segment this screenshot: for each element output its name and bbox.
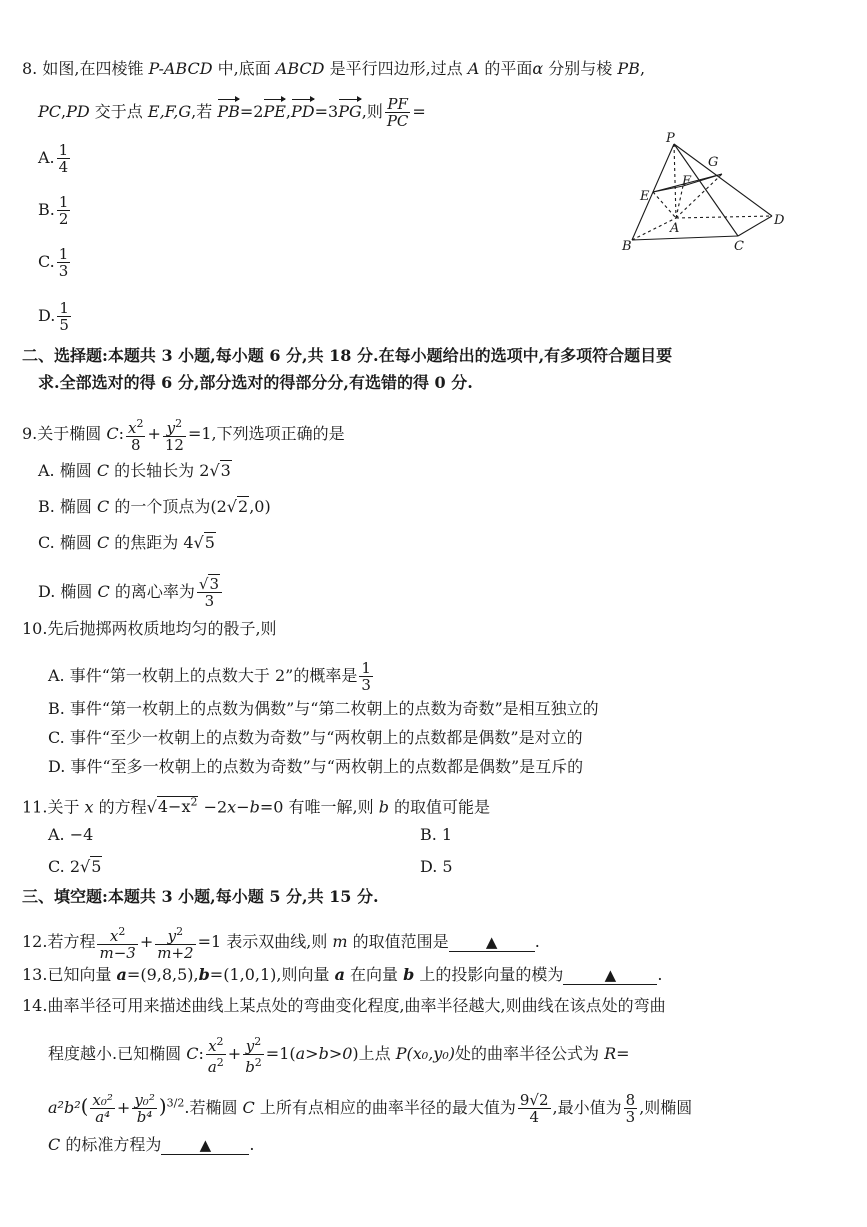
edge-pa [674,144,676,218]
q11-option-b: B. 1 [420,825,453,844]
label-e: E [640,189,650,204]
q14-line2: 程度越小.已知椭圆 C: $\frac{x^2}{a^2}$ + $\frac{y^2}{b^2}$ =1(a>b>0)上点 P(x₀,y₀)处的曲率半径公式为 R= [48,1035,630,1076]
q10-option-c: C. 事件“至少一枚朝上的点数为奇数”与“两枚朝上的点数都是偶数”是对立的 [48,728,583,747]
q9-option-c: C. 椭圆 C 的焦距为 4√5 [38,533,215,552]
q13-number: 13. [22,965,48,984]
q11-option-c: C. 2√5 [48,857,102,876]
q12-number: 12. [22,932,48,951]
q10-option-d: D. 事件“至多一枚朝上的点数为奇数”与“两枚朝上的点数都是偶数”是互斥的 [48,757,584,776]
q12-answer-blank[interactable] [449,933,535,952]
q8-option-a: A. $\frac{1}{4}$ [38,141,69,176]
q9-option-b: B. 椭圆 C 的一个顶点为(2√2,0) [38,497,271,516]
q8-option-c: C. $\frac{1}{3}$ [38,245,69,280]
section-af [676,186,683,218]
label-d: D [774,213,785,228]
section2-heading-line2: 求.全部选对的得 6 分,部分选对的得部分分,有选错的得 0 分. [38,373,473,392]
q10-option-a: A. 事件“第一枚朝上的点数大于 2”的概率是 $\frac{1}{3}$ [48,659,371,694]
q10-stem: 10.先后抛掷两枚质地均匀的骰子,则 [22,619,277,638]
q9-option-d: D. 椭圆 C 的离心率为 $\frac{√3}{3}$ [38,576,224,609]
edge-bc [632,236,738,240]
q11-number: 11. [22,797,48,817]
q8-line1: 8. 如图,在四棱锥 P-ABCD 中,底面 ABCD 是平行四边形,过点 A 的平面α 分别与棱 PB, [22,59,646,78]
q8-line2: PC,PD 交于点 E,F,G,若 PB=2PE,PD=3PG,则 $\frac{PF}{PC}$ = [38,95,426,130]
q11-stem: 11.关于 x 的方程$√4-x^2 -2x-b=0$ 有唯一解,则 b 的取值可能是 [22,796,491,817]
q8-option-b: B. $\frac{1}{2}$ [38,193,69,228]
section-ef [653,186,683,192]
q9-stem: 9.关于椭圆 C: $\frac{x^2}{8}$ + $\frac{y^2}{12}$ =1,下列选项正确的是 [22,417,345,454]
answer-triangle-icon: ▲ [485,933,498,951]
q14-number: 14. [22,996,48,1015]
pyramid-figure [612,128,792,256]
q8-option-d: D. $\frac{1}{5}$ [38,299,69,334]
label-p: P [666,131,675,146]
vector-pg: PG [338,102,362,121]
answer-triangle-icon: ▲ [199,1136,212,1154]
q13-stem: 13.已知向量 a=(9,8,5),b=(1,0,1),则向量 a 在向量 b 上的投影向量的模为 ▲ . [22,965,663,984]
q8-number: 8. [22,59,38,78]
q10-option-b: B. 事件“第一枚朝上的点数为偶数”与“第二枚朝上的点数为奇数”是相互独立的 [48,699,599,718]
vector-pb: PB [217,102,240,121]
q14-answer-blank[interactable] [161,1136,249,1155]
q12-stem: 12.若方程 $\frac{x^2}{m-3}$ + $\frac{y^2}{m+2}$ =1 表示双曲线,则 m 的取值范围是 ▲ . [22,925,540,962]
label-c: C [734,239,744,254]
label-g: G [708,155,719,170]
label-b: B [622,239,632,254]
q14-line4: C 的标准方程为 ▲ . [48,1135,255,1154]
q13-answer-blank[interactable] [563,966,657,985]
q14-line3: a²b²( $\frac{\text{x₀²}}{\text{a⁴}}$ + $\frac{\text{y₀²}}{\text{b⁴}}$ )$^{3/2}$.若椭圆 C 上所有点相应的曲率半径的最大值为 $\frac{9√2}{4}$ ,最小值为 $\frac{8}{3}$ ,则椭圆 [48,1091,693,1126]
section-ea [653,192,676,218]
q11-option-a: A. −4 [48,825,94,844]
label-f: F [682,174,692,189]
edge-cd [738,216,772,236]
label-a: A [670,221,680,236]
q9-option-a: A. 椭圆 C 的长轴长为 2√3 [38,461,231,480]
section2-heading-line1: 二、选择题:本题共 3 小题,每小题 6 分,共 18 分.在每小题给出的选项中,有多项符合题目要 [22,346,673,365]
section3-heading: 三、填空题:本题共 3 小题,每小题 5 分,共 15 分. [22,887,379,906]
q11-option-d: D. 5 [420,857,453,876]
q10-number: 10. [22,619,48,638]
edge-pc [674,144,738,236]
vector-pe: PE [263,102,286,121]
q14-line1: 14.曲率半径可用来描述曲线上某点处的弯曲变化程度,曲率半径越大,则曲线在该点处的弯曲 [22,996,666,1015]
answer-triangle-icon: ▲ [604,966,617,984]
fraction-pf-pc: $\frac{PF}{PC}$ [386,95,409,130]
vector-pd: PD [291,102,315,121]
q9-number: 9. [22,424,38,443]
